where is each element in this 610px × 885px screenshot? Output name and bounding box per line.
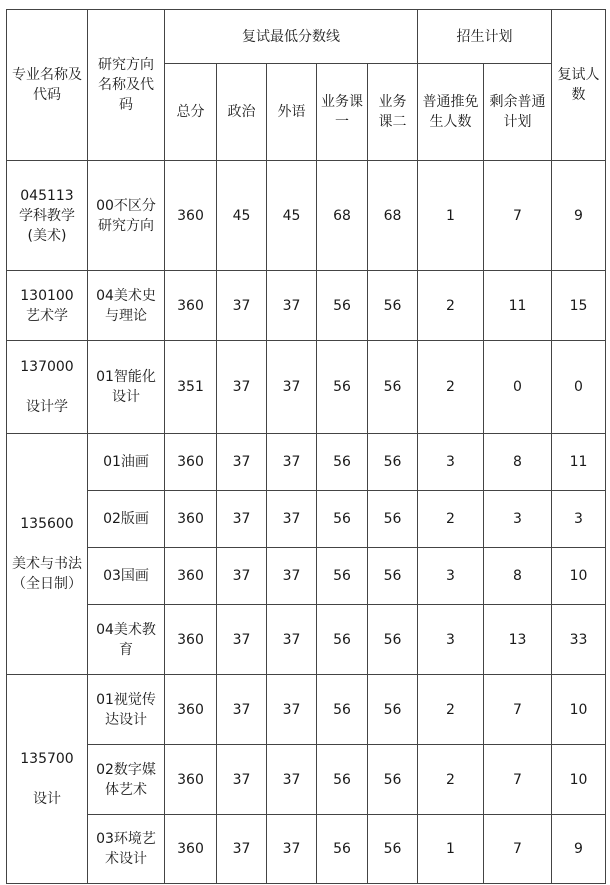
direction-cell: 04美术教育 xyxy=(88,605,165,675)
major-cell: 137000 设计学 xyxy=(7,341,88,434)
table-row xyxy=(7,605,606,675)
direction-cell: 02数字媒体艺术 xyxy=(88,745,165,815)
table-row xyxy=(7,271,606,341)
table-row xyxy=(7,161,606,271)
table-row xyxy=(7,745,606,815)
politics-cell: 37 xyxy=(217,548,267,605)
foreign-cell: 37 xyxy=(267,745,317,815)
header-subject1: 业务课一 xyxy=(317,64,368,161)
remaining-cell: 0 xyxy=(484,341,552,434)
politics-cell: 37 xyxy=(217,605,267,675)
table-row xyxy=(7,675,606,745)
subject1-cell: 56 xyxy=(317,341,368,434)
subject2-cell: 56 xyxy=(368,605,418,675)
exempt-cell: 2 xyxy=(418,491,484,548)
subject1-cell: 56 xyxy=(317,675,368,745)
subject2-cell: 56 xyxy=(368,491,418,548)
direction-cell: 04美术史与理论 xyxy=(88,271,165,341)
exempt-cell: 1 xyxy=(418,161,484,271)
subject2-cell: 56 xyxy=(368,434,418,491)
subject2-cell: 56 xyxy=(368,341,418,434)
subject1-cell: 56 xyxy=(317,491,368,548)
direction-cell: 01油画 xyxy=(88,434,165,491)
header-direction: 研究方向名称及代码 xyxy=(88,10,165,161)
subject2-cell: 56 xyxy=(368,548,418,605)
politics-cell: 37 xyxy=(217,434,267,491)
foreign-cell: 37 xyxy=(267,434,317,491)
header-remaining: 剩余普通计划 xyxy=(484,64,552,161)
admission-score-table xyxy=(6,9,606,884)
header-foreign: 外语 xyxy=(267,64,317,161)
politics-cell: 37 xyxy=(217,675,267,745)
table-row xyxy=(7,815,606,884)
subject2-cell: 56 xyxy=(368,675,418,745)
exempt-cell: 2 xyxy=(418,745,484,815)
exempt-cell: 3 xyxy=(418,605,484,675)
table-row xyxy=(7,548,606,605)
remaining-cell: 8 xyxy=(484,434,552,491)
total-cell: 360 xyxy=(165,161,217,271)
subject2-cell: 56 xyxy=(368,745,418,815)
major-cell: 130100 艺术学 xyxy=(7,271,88,341)
header-total: 总分 xyxy=(165,64,217,161)
header-subject2: 业务课二 xyxy=(368,64,418,161)
direction-cell: 01视觉传达设计 xyxy=(88,675,165,745)
remaining-cell: 7 xyxy=(484,675,552,745)
subject1-cell: 68 xyxy=(317,161,368,271)
politics-cell: 37 xyxy=(217,341,267,434)
major-cell: 135700 设计 xyxy=(7,675,88,884)
header-major: 专业名称及代码 xyxy=(7,10,88,161)
retest-cell: 15 xyxy=(552,271,606,341)
total-cell: 360 xyxy=(165,491,217,548)
subject1-cell: 56 xyxy=(317,745,368,815)
exempt-cell: 2 xyxy=(418,675,484,745)
foreign-cell: 37 xyxy=(267,815,317,884)
total-cell: 360 xyxy=(165,271,217,341)
major-cell: 135600 美术与书法（全日制） xyxy=(7,434,88,675)
direction-cell: 03环境艺术设计 xyxy=(88,815,165,884)
foreign-cell: 37 xyxy=(267,491,317,548)
total-cell: 360 xyxy=(165,434,217,491)
subject1-cell: 56 xyxy=(317,548,368,605)
retest-cell: 33 xyxy=(552,605,606,675)
table-row xyxy=(7,434,606,491)
retest-cell: 10 xyxy=(552,745,606,815)
total-cell: 360 xyxy=(165,745,217,815)
foreign-cell: 37 xyxy=(267,271,317,341)
subject1-cell: 56 xyxy=(317,815,368,884)
direction-cell: 02版画 xyxy=(88,491,165,548)
retest-cell: 9 xyxy=(552,815,606,884)
retest-cell: 10 xyxy=(552,675,606,745)
retest-cell: 3 xyxy=(552,491,606,548)
politics-cell: 37 xyxy=(217,815,267,884)
direction-cell: 00不区分研究方向 xyxy=(88,161,165,271)
foreign-cell: 37 xyxy=(267,341,317,434)
subject2-cell: 56 xyxy=(368,271,418,341)
foreign-cell: 37 xyxy=(267,548,317,605)
remaining-cell: 8 xyxy=(484,548,552,605)
exempt-cell: 2 xyxy=(418,341,484,434)
table-row xyxy=(7,491,606,548)
politics-cell: 37 xyxy=(217,491,267,548)
header-row-1 xyxy=(7,10,606,64)
total-cell: 351 xyxy=(165,341,217,434)
header-retest-count: 复试人数 xyxy=(552,10,606,161)
politics-cell: 45 xyxy=(217,161,267,271)
table-row xyxy=(7,341,606,434)
header-min-score-group: 复试最低分数线 xyxy=(165,10,418,64)
retest-cell: 11 xyxy=(552,434,606,491)
total-cell: 360 xyxy=(165,605,217,675)
subject2-cell: 68 xyxy=(368,161,418,271)
direction-cell: 03国画 xyxy=(88,548,165,605)
remaining-cell: 11 xyxy=(484,271,552,341)
direction-cell: 01智能化设计 xyxy=(88,341,165,434)
foreign-cell: 37 xyxy=(267,605,317,675)
header-plan-group: 招生计划 xyxy=(418,10,552,64)
total-cell: 360 xyxy=(165,675,217,745)
foreign-cell: 45 xyxy=(267,161,317,271)
remaining-cell: 13 xyxy=(484,605,552,675)
major-cell: 045113 学科教学 (美术) xyxy=(7,161,88,271)
exempt-cell: 3 xyxy=(418,548,484,605)
total-cell: 360 xyxy=(165,815,217,884)
header-politics: 政治 xyxy=(217,64,267,161)
exempt-cell: 2 xyxy=(418,271,484,341)
foreign-cell: 37 xyxy=(267,675,317,745)
politics-cell: 37 xyxy=(217,745,267,815)
retest-cell: 0 xyxy=(552,341,606,434)
total-cell: 360 xyxy=(165,548,217,605)
exempt-cell: 1 xyxy=(418,815,484,884)
subject1-cell: 56 xyxy=(317,271,368,341)
remaining-cell: 7 xyxy=(484,161,552,271)
subject1-cell: 56 xyxy=(317,434,368,491)
retest-cell: 10 xyxy=(552,548,606,605)
remaining-cell: 7 xyxy=(484,745,552,815)
politics-cell: 37 xyxy=(217,271,267,341)
retest-cell: 9 xyxy=(552,161,606,271)
subject2-cell: 56 xyxy=(368,815,418,884)
remaining-cell: 3 xyxy=(484,491,552,548)
header-exempt: 普通推免生人数 xyxy=(418,64,484,161)
subject1-cell: 56 xyxy=(317,605,368,675)
exempt-cell: 3 xyxy=(418,434,484,491)
remaining-cell: 7 xyxy=(484,815,552,884)
